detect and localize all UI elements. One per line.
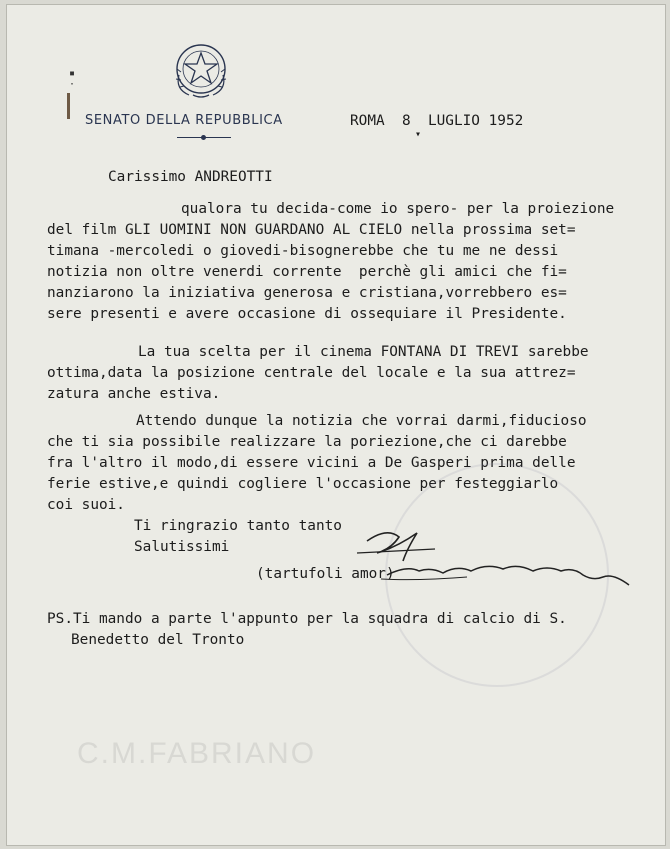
body-line: che ti sia possibile realizzare la poriezione,che ci darebbe xyxy=(47,434,567,450)
letter-sheet xyxy=(6,4,666,846)
postscript-line: PS.Ti mando a parte l'appunto per la squadra di calcio di S. xyxy=(47,611,567,627)
letter-date: ROMA 8 LUGLIO 1952 xyxy=(350,113,524,129)
body-line: ferie estive,e quindi cogliere l'occasione per festeggiarlo xyxy=(47,476,559,492)
body-line: del film GLI UOMINI NON GUARDANO AL CIELO nella prossima set= xyxy=(47,222,576,238)
signature-tag: (tartufoli amor) xyxy=(256,566,395,582)
margin-dots: ▪ · xyxy=(69,68,76,90)
body-line: notizia non oltre venerdi corrente perchè gli amici che fi= xyxy=(47,264,567,280)
italian-republic-emblem-icon xyxy=(171,39,231,101)
date-tick-mark: ▾ xyxy=(415,129,422,140)
body-line: coi suoi. xyxy=(47,497,125,513)
letterhead-rule xyxy=(177,137,231,138)
handwritten-signature xyxy=(347,519,637,599)
postscript-line: Benedetto del Tronto xyxy=(71,632,245,648)
body-line: Attendo dunque la notizia che vorrai darmi,fiducioso xyxy=(136,413,587,429)
body-line: qualora tu decida-come io spero- per la proiezione xyxy=(181,201,615,217)
body-line: fra l'altro il modo,di essere vicini a De Gasperi prima delle xyxy=(47,455,576,471)
letterhead-title: SENATO DELLA REPUBBLICA xyxy=(85,113,283,128)
body-line: La tua scelta per il cinema FONTANA DI TREVI sarebbe xyxy=(138,344,589,360)
closing-line: Salutissimi xyxy=(134,539,230,555)
body-line: timana -mercoledi o giovedi-bisognerebbe che tu me ne dessi xyxy=(47,243,559,259)
body-line: ottima,data la posizione centrale del locale e la sua attrez= xyxy=(47,365,576,381)
body-line: sere presenti e avere occasione di ossequiare il Presidente. xyxy=(47,306,567,322)
body-line: nanziarono la iniziativa generosa e cristiana,vorrebbero es= xyxy=(47,285,567,301)
paper-watermark: C.M.FABRIANO xyxy=(77,737,317,770)
closing-line: Ti ringrazio tanto tanto xyxy=(134,518,342,534)
body-line: zatura anche estiva. xyxy=(47,386,221,402)
salutation: Carissimo ANDREOTTI xyxy=(108,169,273,185)
margin-mark xyxy=(67,93,70,119)
